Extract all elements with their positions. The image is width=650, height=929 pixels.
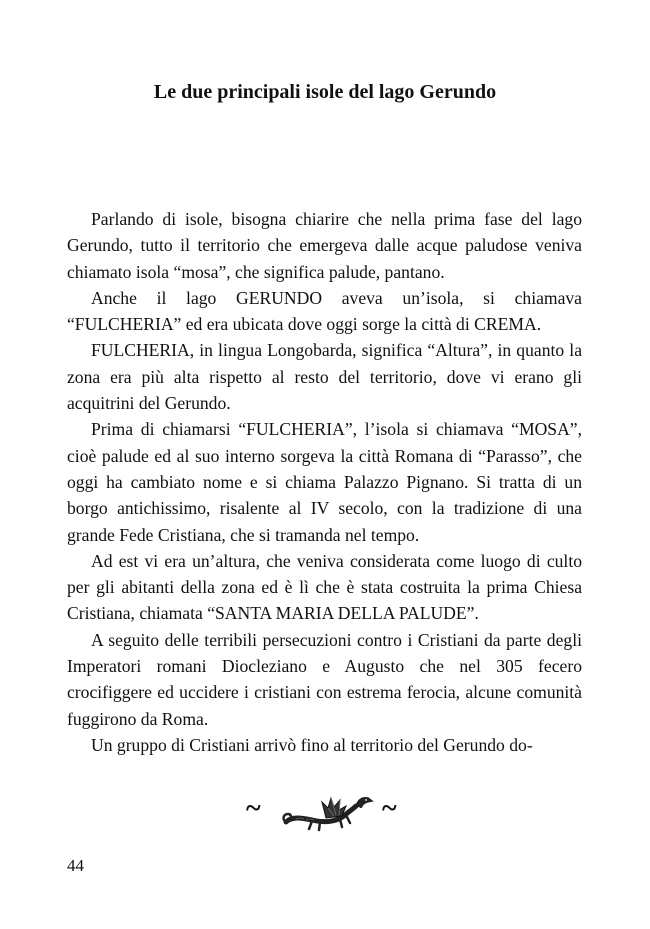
tilde-mark: ~ xyxy=(246,793,261,824)
page-title: Le due principali isole del lago Gerundo xyxy=(153,81,497,104)
tilde-mark: ~ xyxy=(382,793,397,824)
paragraph: A seguito delle terribili persecuzioni contro i Cristiani da parte degli Imperatori romani Diocleziano e Augusto che nel 305 fecero crocifiggere ed uccidere i cristiani con estrema ferocia, alcune comunità fuggirono da Roma. xyxy=(67,629,582,729)
dragon-icon xyxy=(282,792,374,832)
paragraph: Anche il lago GERUNDO aveva un’isola, si chiamava “FULCHERIA” ed era ubicata dove oggi sorge la città di CREMA. xyxy=(67,287,582,335)
paragraph: FULCHERIA, in lingua Longobarda, significa “Altura”, in quanto la zona era più alta rispetto al resto del territorio, dove vi erano gli acquitrini del Gerundo. xyxy=(67,340,582,414)
paragraph: Parlando di isole, bisogna chiarire che nella prima fase del lago Gerundo, tutto il territorio che emergeva dalle acque paludose veniva chiamato isola “mosa”, che significa palude, pantano. xyxy=(67,209,582,282)
paragraph: Un gruppo di Cristiani arrivò fino al territorio del Gerundo do- xyxy=(91,734,533,755)
paragraph: Ad est vi era un’altura, che veniva considerata come luogo di culto per gli abitanti della zona ed è lì che è stata costruita la prima Chiesa Cristiana, chiamata “SANTA MARIA DELLA PALUDE”. xyxy=(67,550,582,624)
paragraph: Prima di chiamarsi “FULCHERIA”, l’isola si chiamava “MOSA”, cioè palude ed al suo interno sorgeva la città Romana di “Parasso”, che oggi ha cambiato nome e si chiama Palazzo Pignano. Si tratta di un borgo antichissimo, risalente al IV secolo, con la tradizione di una grande Fede Cristiana, che si tramanda nel tempo. xyxy=(67,419,582,545)
page-number: 44 xyxy=(67,856,84,875)
body-text xyxy=(67,206,582,758)
ornament xyxy=(0,790,650,836)
